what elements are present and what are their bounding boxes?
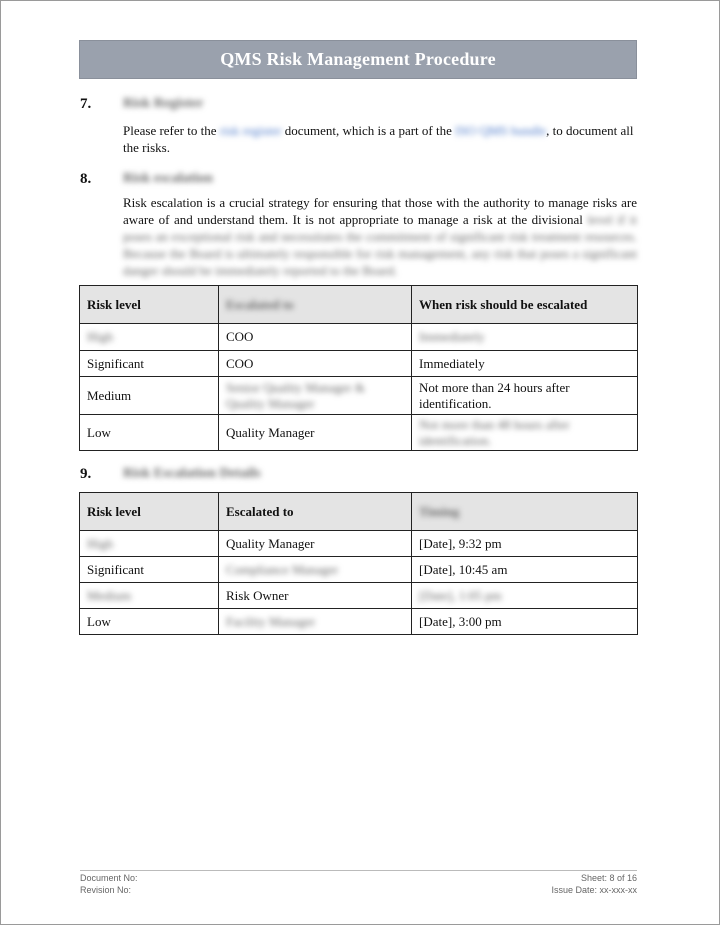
section-7-paragraph [123, 122, 637, 156]
table-cell [412, 415, 638, 451]
escalation-table [79, 285, 638, 451]
table-row [80, 351, 638, 377]
escalation-details-table [79, 492, 638, 635]
column-header-timing [412, 493, 638, 531]
section-7-text-after: , to document all the risks. [123, 123, 634, 155]
section-8-number: 8. [80, 171, 92, 187]
risk-register-link[interactable]: risk register [219, 123, 282, 138]
table-cell [80, 324, 219, 351]
section-8-visible-text: Risk escalation is a crucial strategy for ensuring that those with the authority to manage risks are aware of and understand them. It is not appropriate to manage a risk at the divisional [123, 195, 637, 227]
cell-text: Not more than 48 hours after identification. [419, 416, 570, 448]
table-cell [412, 583, 638, 609]
document-title: QMS Risk Management Procedure [220, 49, 496, 69]
table-cell: Significant [80, 557, 219, 583]
document-number-label: Document No: [80, 873, 138, 883]
footer-row-1 [80, 873, 637, 885]
cell-text: Facility Manager [226, 613, 316, 629]
section-7-text-before: Please refer to the [123, 123, 217, 138]
issue-date: Issue Date: xx-xxx-xx [551, 885, 637, 895]
section-8-paragraph [123, 194, 637, 279]
table-cell [412, 324, 638, 351]
section-7-title: Risk Register [123, 96, 204, 111]
column-header-risk-level: Risk level [80, 286, 219, 324]
document-header-bar [79, 40, 637, 79]
column-header-when-escalated: When risk should be escalated [412, 286, 638, 324]
cell-text: Compliance Manager [226, 561, 339, 577]
table-row [80, 583, 638, 609]
cell-text: Medium [87, 587, 132, 603]
section-8-blurred-text: level if it poses an exceptional risk and necessitates the commitment of significant risk treatment resources. Because the Board is ultimately responsible for risk management, any risk that poses a significant danger should be immediately reported to the Board. [123, 212, 638, 278]
table-cell: Immediately [412, 351, 638, 377]
section-9-title: Risk Escalation Details [123, 466, 261, 481]
column-header-escalated-to [219, 286, 412, 324]
table-cell: Low [80, 415, 219, 451]
column-header-escalated-to-text: Escalated to [226, 296, 294, 312]
table-row [80, 609, 638, 635]
table-cell: Quality Manager [219, 531, 412, 557]
table-cell [219, 557, 412, 583]
cell-text: High [87, 329, 113, 344]
table-header-row [80, 286, 638, 324]
column-header-timing-text: Timing [419, 503, 460, 519]
qms-bundle-link[interactable]: ISO QMS bundle [455, 123, 547, 138]
table-cell [80, 531, 219, 557]
footer-divider [80, 870, 637, 871]
cell-text: Immediately [419, 329, 485, 344]
section-8-title: Risk escalation [123, 171, 213, 186]
revision-number-label: Revision No: [80, 885, 132, 895]
cell-text: Senior Quality Manager & Quality Manager [226, 379, 365, 411]
table-cell: COO [219, 351, 412, 377]
table-row [80, 531, 638, 557]
table-cell: Quality Manager [219, 415, 412, 451]
sheet-number: Sheet: 8 of 16 [580, 873, 637, 883]
table-cell: COO [219, 324, 412, 351]
section-7-text-middle: document, which is a part of the [284, 123, 452, 138]
column-header-risk-level: Risk level [80, 493, 219, 531]
table-row [80, 415, 638, 451]
table-cell: Medium [80, 377, 219, 415]
table-row [80, 557, 638, 583]
table-header-row [80, 493, 638, 531]
footer-row-2 [80, 885, 637, 897]
table-cell: Not more than 24 hours after identification. [412, 377, 638, 415]
table-row [80, 377, 638, 415]
column-header-escalated-to: Escalated to [219, 493, 412, 531]
section-9-number: 9. [80, 466, 92, 482]
cell-text: [Date], 1:05 pm [419, 587, 502, 603]
table-cell: [Date], 10:45 am [412, 557, 638, 583]
table-cell: Low [80, 609, 219, 635]
table-cell: [Date], 9:32 pm [412, 531, 638, 557]
table-cell [219, 377, 412, 415]
cell-text: High [87, 535, 113, 551]
table-cell: Risk Owner [219, 583, 412, 609]
table-cell: [Date], 3:00 pm [412, 609, 638, 635]
table-row [80, 324, 638, 351]
table-cell [219, 609, 412, 635]
table-cell: Significant [80, 351, 219, 377]
section-7-number: 7. [80, 96, 92, 112]
table-cell [80, 583, 219, 609]
